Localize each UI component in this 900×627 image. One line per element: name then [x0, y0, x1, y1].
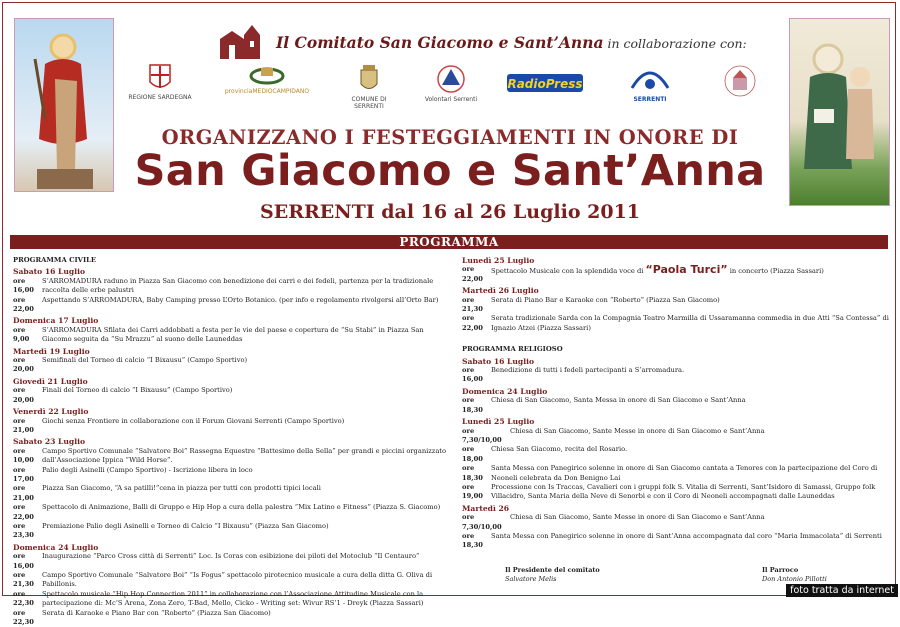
- proloco-icon: [628, 64, 672, 94]
- event-row: [13, 466, 449, 485]
- event-row: [462, 464, 890, 483]
- event-row: [13, 277, 449, 296]
- church-logo-icon: [723, 64, 757, 98]
- event-description: Chiesa di San Giacomo, Santa Messa in onore di San Giacomo e Sant’Anna: [491, 396, 746, 405]
- event-description: Chiesa di San Giacomo, Sante Messe in onore di San Giacomo e Sant’Anna: [510, 426, 765, 435]
- event-description: S’ARROMADURA raduno in Piazza San Giacomo con benedizione dei carri e dei fedeli, partenza per la tradizionale raccolta delle erbe palustri: [42, 276, 434, 295]
- sponsor-radiopress: [505, 72, 585, 96]
- event-time: ore 16,00: [13, 552, 34, 570]
- coat-of-arms-icon: [149, 64, 171, 92]
- event-time: ore 7,30/10,00: [462, 426, 502, 444]
- programma-right-column: [462, 254, 890, 551]
- day-heading: Lunedì 25 Luglio: [462, 256, 535, 265]
- event-highlight: “Paola Turci”: [645, 263, 728, 277]
- event-row: [462, 513, 890, 532]
- spacer: [462, 333, 890, 343]
- event-time: ore 22,30: [13, 608, 34, 627]
- event-row: [13, 386, 449, 405]
- event-time: ore 7,30/10,00: [462, 513, 502, 531]
- event-description: Premiazione Palio degli Asinelli e Torneo di Calcio “I Bixausu” (Piazza San Giacomo): [42, 521, 329, 530]
- event-description: S’ARROMADURA Sfilata dei Carri addobbati a festa per le vie del paese e copertura de “Su Stabi” in Piazza San Giacomo seguita da “Su Mrazzu” al suono delle Launeddas: [42, 325, 424, 344]
- event-row: [13, 590, 449, 609]
- event-time: ore 20,00: [13, 356, 34, 374]
- event-description: [491, 265, 890, 284]
- sponsor-regione-sardegna: REGIONE SARDEGNA: [125, 64, 195, 101]
- dates-subtitle: SERRENTI dal 16 al 26 Luglio 2011: [259, 201, 641, 223]
- day-heading: Martedì 19 Luglio: [13, 346, 90, 356]
- event-time: ore 23,30: [13, 521, 34, 540]
- day-heading: Giovedì 21 Luglio: [13, 376, 88, 386]
- event-time: ore 17,00: [13, 465, 34, 483]
- header: [216, 22, 747, 62]
- event-description: Chiesa di San Giacomo, Sante Messe in onore di San Giacomo e Sant’Anna: [510, 513, 765, 522]
- event-time: ore 16,00: [462, 366, 483, 384]
- event-row: [13, 356, 449, 375]
- day-heading: Domenica 24 Luglio: [13, 542, 99, 552]
- event-row: [462, 314, 890, 333]
- event-description: Santa Messa con Panegirico solenne in onore di San Giacomo cantata a Tenores con la partecipazione del Coro di Neoneli celebrata da Don Benigno Lai: [491, 464, 878, 482]
- radiopress-logo-icon: [507, 72, 583, 94]
- protezione-civile-icon: [436, 64, 466, 94]
- event-row: [462, 366, 890, 385]
- event-description: Aspettando S’ARROMADURA, Baby Camping presso L’Orto Botanico. (per info e regolamento rivolgersi all’Orto Bar): [42, 295, 439, 304]
- day-heading: Sabato 23 Luglio: [13, 437, 86, 447]
- event-description: Processione con Is Traccas, Cavalieri con i gruppi folk S. Vitalia di Serrenti, Sant’Isidoro di Samassi, Gruppo folk Villacidro, Santa Maria della Neve di Senorbì e con il Coro di Neoneli accompagnati dalle Launeddas: [491, 482, 876, 501]
- event-time: ore 16,00: [13, 276, 34, 295]
- event-description: Chiesa San Giacomo, recita del Rosario.: [491, 445, 628, 454]
- event-time: ore 18,30: [462, 396, 483, 414]
- event-time: ore 22,30: [13, 589, 34, 608]
- programma-civile-column: [13, 254, 449, 627]
- sponsor-immacolata: [715, 64, 765, 100]
- day-heading: Lunedì 25 Luglio: [462, 417, 535, 427]
- event-time: ore 22,00: [462, 265, 483, 283]
- sponsor-provincia: provinciaMEDIOCAMPIDANO: [217, 64, 317, 95]
- sponsor-proloco: SERRENTI: [620, 64, 680, 103]
- event-row: [13, 296, 449, 315]
- presidente-name: Salvatore Melis: [505, 575, 557, 583]
- event-description: Serata di Piano Bar e Karaoke con “Roberto” (Piazza San Giacomo): [491, 295, 720, 304]
- event-time: ore 20,00: [13, 386, 34, 404]
- day-heading: Sabato 16 Luglio: [13, 267, 86, 277]
- event-row: [13, 326, 449, 345]
- event-time: ore 18,00: [462, 445, 483, 463]
- event-description: Spettacolo di Animazione, Balli di Gruppo e Hip Hop a cura della palestra “Mix Latino e Fitness” (Piazza S. Giacomo): [42, 503, 441, 512]
- day-heading: Sabato 16 Luglio: [462, 356, 535, 366]
- event-row: [13, 522, 449, 541]
- sponsor-comune: COMUNE DI SERRENTI: [339, 64, 399, 110]
- event-description: Benedizione di tutti i fedeli partecipanti a S’arromadura.: [491, 366, 685, 375]
- event-row: [13, 447, 449, 466]
- event-description: Campo Sportivo Comunale “Salvatore Boi” “Is Fogus” spettacolo pirotecnico musicale a cura della ditta G. Oliva di Pabillonis.: [42, 571, 433, 589]
- event-row: [462, 296, 890, 315]
- radiopress-logo-text: RadioPress: [507, 77, 583, 91]
- event-description: Serata di Karaoke e Piano Bar con “Roberto” (Piazza San Giacomo): [42, 608, 271, 617]
- event-time: ore 18,30: [462, 464, 483, 482]
- event-description: Spettacolo musicale “Hip Hop Connection 2011” in collaborazione con l’Associazione Attitudine Musicale con la partecipazione di: Mc’S Arena, Zona Zero, T-Bad, Mello, Cicko - Writing set: Wivur RS’1 - Dreyk (Piazza Sassari): [42, 589, 424, 608]
- event-row: [462, 445, 890, 464]
- event-row: [462, 532, 890, 551]
- event-description: Inaugurazione “Parco Cross città di Serrenti” Loc. Is Coras con esibizione dei piloti del Motoclub “Il Centauro”: [42, 552, 420, 561]
- event-time: ore 21,30: [462, 295, 483, 314]
- event-time: ore 18,30: [462, 531, 483, 550]
- church-icon: [216, 23, 268, 61]
- event-description: Finali del Torneo di calcio “I Bixausu” (Campo Sportivo): [42, 386, 233, 395]
- programma-bar: PROGRAMMA: [10, 235, 888, 249]
- day-heading: Martedì 26: [462, 503, 510, 513]
- section-heading: PROGRAMMA CIVILE: [13, 256, 97, 264]
- event-description: Palio degli Asinelli (Campo Sportivo) - Iscrizione libera in loco: [42, 465, 253, 474]
- day-heading: Domenica 24 Luglio: [462, 386, 548, 396]
- parroco-role: Il Parroco: [762, 566, 799, 574]
- event-description: Campo Sportivo Comunale “Salvatore Boi” Rassegna Equestre “Battesimo della Sella” per grandi e piccini organizzato dall’Associazione Ippica “Wild Horse”.: [42, 446, 447, 465]
- event-description: Semifinali del Torneo di calcio “I Bixausu” (Campo Sportivo): [42, 356, 248, 365]
- organizzano-heading: ORGANIZZANO I FESTEGGIAMENTI IN ONORE DI: [161, 126, 739, 149]
- parroco-name: Don Antonio Pillotti: [762, 575, 827, 583]
- event-description: Piazza San Giacomo, “A sa patilli!”cena in piazza per tutti con prodotti tipici locali: [42, 484, 321, 493]
- event-time: ore 9,00: [13, 325, 30, 344]
- event-time: ore 10,00: [13, 446, 34, 465]
- wreath-icon: [247, 64, 287, 86]
- comitato-text: Il Comitato San Giacomo e Sant’Anna in collaborazione con:: [276, 32, 747, 52]
- signature-presidente: [505, 566, 600, 584]
- day-heading: Domenica 17 Luglio: [13, 316, 99, 326]
- event-description: Serata tradizionale Sarda con la Compagnia Teatro Marmilla di Ussaramanna commedia in due Atti “Sa Contessa” di Ignazio Atzei (Piazza Sassari): [491, 314, 889, 332]
- sponsor-protezione-civile: Volontari Serrenti: [421, 64, 481, 103]
- main-title: San Giacomo e Sant’Anna: [134, 146, 766, 196]
- event-description: Giochi senza Frontiere in collaborazione con il Forum Giovani Serrenti (Campo Sportivo): [42, 416, 345, 425]
- signature-parroco: [762, 566, 827, 584]
- event-row: [462, 265, 890, 284]
- event-row: [462, 427, 890, 446]
- crest-icon: [358, 64, 380, 94]
- presidente-role: Il Presidente del comitato: [505, 566, 600, 574]
- event-row: [13, 417, 449, 436]
- event-time: ore 22,00: [13, 295, 34, 314]
- event-description: Santa Messa con Panegirico solenne in onore di Sant’Anna accompagnata dal coro “Maria Immacolata” di Serrenti: [491, 531, 882, 540]
- event-row: [13, 609, 449, 627]
- photo-credit: foto tratta da internet: [786, 584, 898, 597]
- day-heading: Venerdì 22 Luglio: [13, 407, 89, 417]
- section-heading: PROGRAMMA RELIGIOSO: [462, 345, 563, 354]
- event-text: in concerto (Piazza Sassari): [727, 267, 824, 276]
- event-time: ore 22,00: [462, 314, 483, 332]
- event-time: ore 21,30: [13, 571, 34, 589]
- day-heading: Martedì 26 Luglio: [462, 286, 539, 296]
- event-row: [13, 571, 449, 590]
- event-row: [462, 396, 890, 415]
- event-time: ore 19,00: [462, 482, 483, 501]
- event-row: [13, 552, 449, 571]
- event-row: [13, 484, 449, 503]
- event-text: Spettacolo Musicale con la splendida voce di: [491, 267, 646, 276]
- event-time: ore 22,00: [13, 503, 34, 521]
- sponsor-logos: [125, 64, 775, 110]
- event-row: [13, 503, 449, 522]
- event-row: [462, 483, 890, 502]
- event-time: ore 21,00: [13, 484, 34, 502]
- event-time: ore 21,00: [13, 416, 34, 434]
